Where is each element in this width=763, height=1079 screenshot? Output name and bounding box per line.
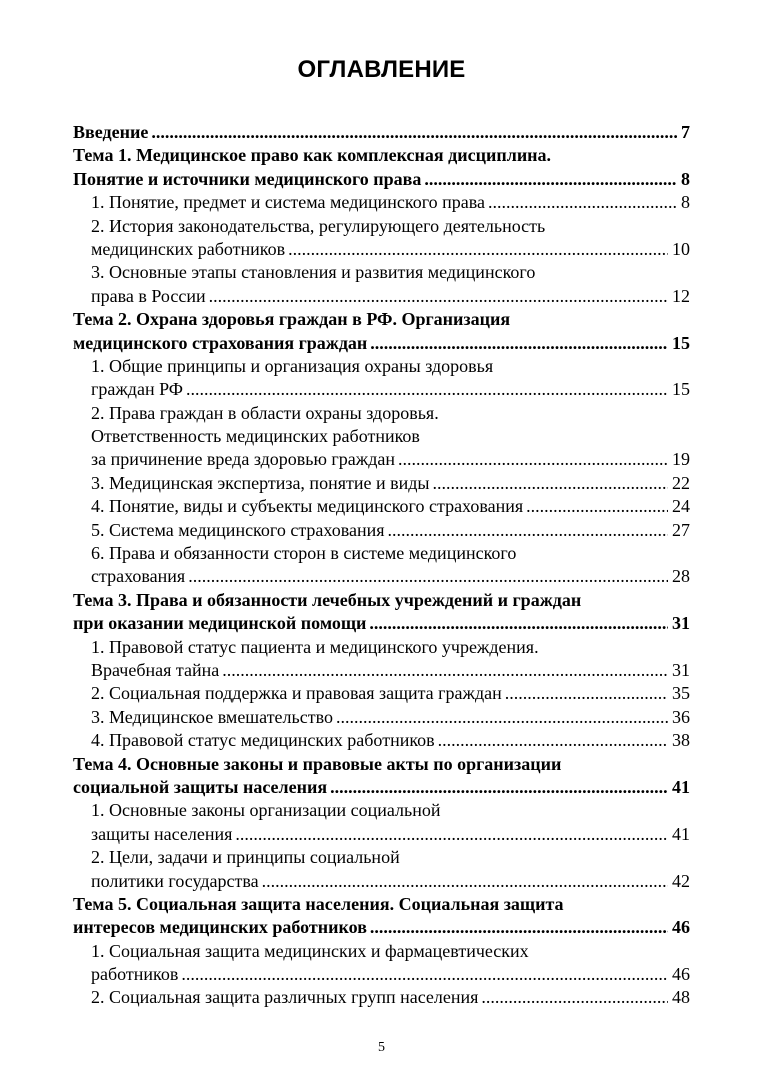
toc-entry-continuation[interactable] — [73, 402, 690, 425]
toc-entry-text: Тема 4. Основные законы и правовые акты по организации — [73, 753, 562, 774]
dot-leader — [370, 332, 668, 355]
toc-entry[interactable] — [73, 565, 690, 588]
toc-entry-continuation[interactable] — [73, 308, 690, 331]
toc-entry-text: социальной защиты населения — [73, 776, 328, 797]
toc-entry-text: 3. Основные этапы становления и развития медицинского — [91, 262, 536, 283]
toc-entry[interactable] — [73, 612, 690, 635]
dot-leader — [336, 706, 668, 729]
toc-entry-continuation[interactable] — [73, 753, 690, 776]
toc-page-number: 46 — [672, 964, 690, 985]
toc-entry-continuation[interactable] — [73, 799, 690, 822]
dot-leader — [388, 519, 668, 542]
page-title: ОГЛАВЛЕНИЕ — [297, 56, 466, 83]
dot-leader — [488, 191, 677, 214]
toc-entry[interactable] — [73, 519, 690, 542]
toc-entry-text: 2. Цели, задачи и принципы социальной — [91, 847, 400, 868]
toc-entry-text: 2. Права граждан в области охраны здоровья. — [91, 402, 439, 423]
toc-entry-text: 1. Правовой статус пациента и медицинского учреждения. — [91, 636, 539, 657]
toc-page-number: 41 — [672, 823, 690, 844]
toc-page-number: 27 — [672, 519, 690, 540]
toc-page-number: 10 — [672, 238, 690, 259]
dot-leader — [151, 121, 677, 144]
toc-entry-text: за причинение вреда здоровью граждан — [91, 449, 396, 470]
toc-entry-text: граждан РФ — [91, 379, 184, 400]
dot-leader — [262, 870, 668, 893]
dot-leader — [188, 565, 668, 588]
toc-entry[interactable] — [73, 495, 690, 518]
toc-page-number: 42 — [672, 870, 690, 891]
toc-page-number: 19 — [672, 449, 690, 470]
toc-entry-text: 5. Система медицинского страхования — [91, 519, 385, 540]
toc-entry[interactable] — [73, 823, 690, 846]
dot-leader — [424, 168, 677, 191]
toc-page-number: 15 — [672, 379, 690, 400]
toc-entry-text: 2. Социальная защита различных групп населения — [91, 987, 479, 1008]
dot-leader — [288, 238, 668, 261]
toc-page-number: 22 — [672, 472, 690, 493]
toc-page-number: 15 — [672, 332, 690, 353]
toc-entry-text: Введение — [73, 122, 149, 142]
toc-entry-continuation[interactable] — [73, 425, 690, 448]
toc-entry[interactable] — [73, 916, 690, 939]
toc-page-number: 28 — [672, 566, 690, 587]
toc-page-number: 38 — [672, 730, 690, 751]
toc-entry-continuation[interactable] — [73, 893, 690, 916]
toc-entry-text: Врачебная тайна — [91, 659, 220, 680]
toc-entry-continuation[interactable] — [73, 589, 690, 612]
dot-leader — [481, 986, 668, 1009]
toc-entry-text: 1. Понятие, предмет и система медицинского права — [91, 192, 486, 213]
toc-page-number: 31 — [672, 613, 690, 634]
toc-entry-continuation[interactable] — [73, 261, 690, 284]
dot-leader — [526, 495, 668, 518]
dot-leader — [398, 448, 668, 471]
toc-entry[interactable] — [73, 121, 690, 144]
dot-leader — [370, 916, 668, 939]
toc-page-number: 31 — [672, 659, 690, 680]
toc-entry-text: 1. Общие принципы и организация охраны здоровья — [91, 355, 494, 376]
toc-page-number: 8 — [681, 192, 690, 213]
toc-page-number: 36 — [672, 706, 690, 727]
toc-entry-text: Тема 3. Права и обязанности лечебных учреждений и граждан — [73, 589, 582, 610]
toc-entry-text: медицинских работников — [91, 238, 286, 259]
toc-entry[interactable] — [73, 378, 690, 401]
table-of-contents — [73, 121, 690, 1010]
dot-leader — [209, 285, 668, 308]
dot-leader — [438, 729, 668, 752]
page-number: 5 — [378, 1040, 385, 1055]
toc-entry-text: права в России — [91, 285, 206, 306]
toc-entry[interactable] — [73, 986, 690, 1009]
toc-entry[interactable] — [73, 191, 690, 214]
toc-entry-text: интересов медицинских работников — [73, 917, 367, 938]
toc-entry-continuation[interactable] — [73, 144, 690, 167]
toc-entry-text: 1. Основные законы организации социальной — [91, 800, 441, 821]
toc-entry-continuation[interactable] — [73, 215, 690, 238]
toc-entry-text: 3. Медицинское вмешательство — [91, 706, 333, 727]
toc-page-number: 46 — [672, 917, 690, 938]
toc-entry-continuation[interactable] — [73, 636, 690, 659]
toc-page-number: 48 — [672, 987, 690, 1008]
toc-entry[interactable] — [73, 332, 690, 355]
dot-leader — [432, 472, 668, 495]
toc-entry-text: Тема 1. Медицинское право как комплексная дисциплина. — [73, 145, 552, 166]
toc-entry-text: 2. Социальная поддержка и правовая защита граждан — [91, 683, 502, 704]
toc-entry-text: политики государства — [91, 870, 259, 891]
toc-entry[interactable] — [73, 659, 690, 682]
dot-leader — [505, 682, 668, 705]
toc-entry[interactable] — [73, 448, 690, 471]
toc-entry-continuation[interactable] — [73, 846, 690, 869]
dot-leader — [181, 963, 668, 986]
toc-page-number: 12 — [672, 285, 690, 306]
toc-entry-text: при оказании медицинской помощи — [73, 613, 367, 634]
toc-entry-text: 1. Социальная защита медицинских и фармацевтических — [91, 940, 529, 961]
toc-entry-text: 4. Правовой статус медицинских работников — [91, 730, 435, 751]
toc-page-number: 24 — [672, 496, 690, 517]
toc-entry-text: Понятие и источники медицинского права — [73, 168, 422, 189]
toc-entry[interactable] — [73, 238, 690, 261]
toc-page-number: 35 — [672, 683, 690, 704]
toc-entry-text: работников — [91, 964, 179, 985]
toc-entry-text: Тема 2. Охрана здоровья граждан в РФ. Организация — [73, 309, 511, 330]
toc-entry-text: 3. Медицинская экспертиза, понятие и виды — [91, 472, 430, 493]
toc-page-number: 41 — [672, 776, 690, 797]
dot-leader — [235, 823, 668, 846]
dot-leader — [369, 612, 668, 635]
toc-entry[interactable] — [73, 472, 690, 495]
dot-leader — [186, 378, 668, 401]
toc-entry-text: 6. Права и обязанности сторон в системе медицинского — [91, 543, 517, 564]
toc-entry-text: Ответственность медицинских работников — [91, 426, 420, 447]
toc-entry-continuation[interactable] — [73, 542, 690, 565]
toc-page-number: 8 — [681, 168, 690, 189]
toc-entry-text: 2. История законодательства, регулирующего деятельность — [91, 215, 546, 236]
toc-entry[interactable] — [73, 870, 690, 893]
dot-leader — [330, 776, 668, 799]
toc-entry-continuation[interactable] — [73, 940, 690, 963]
toc-entry-text: Тема 5. Социальная защита населения. Социальная защита — [73, 893, 564, 914]
toc-entry-text: страхования — [91, 566, 186, 587]
toc-entry[interactable] — [73, 285, 690, 308]
toc-page-number: 7 — [681, 122, 690, 142]
toc-entry-continuation[interactable] — [73, 355, 690, 378]
toc-entry[interactable] — [73, 682, 690, 705]
toc-entry-text: медицинского страхования граждан — [73, 332, 368, 353]
dot-leader — [222, 659, 668, 682]
toc-entry[interactable] — [73, 963, 690, 986]
toc-entry[interactable] — [73, 776, 690, 799]
toc-entry-text: защиты населения — [91, 823, 233, 844]
toc-entry[interactable] — [73, 168, 690, 191]
toc-entry[interactable] — [73, 729, 690, 752]
toc-entry[interactable] — [73, 706, 690, 729]
toc-entry-text: 4. Понятие, виды и субъекты медицинского страхования — [91, 496, 524, 517]
